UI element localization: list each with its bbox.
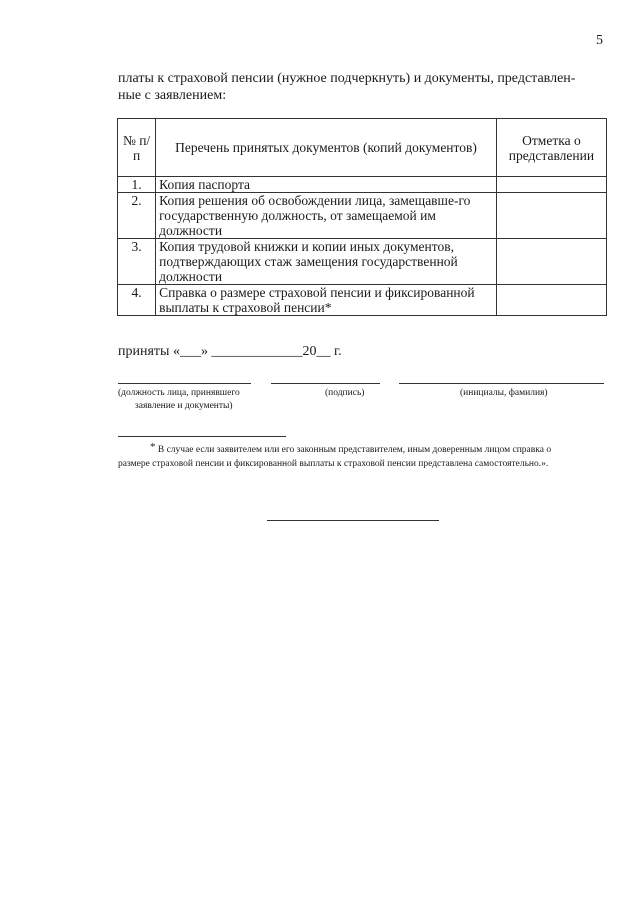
page-number: 5 [596, 33, 603, 48]
table-header-row [118, 119, 607, 177]
intro-paragraph [118, 70, 608, 104]
row-document: Копия паспорта [156, 177, 497, 193]
footnote-marker: * [150, 441, 156, 453]
header-documents: Перечень принятых документов (копий документов) [156, 119, 497, 177]
intro-line-1: платы к страховой пенсии (нужное подчеркнуть) и документы, представлен- [118, 71, 576, 86]
signature-label: (подпись) [325, 388, 365, 398]
row-document: Справка о размере страховой пенсии и фиксированной выплаты к страховой пенсии* [156, 285, 497, 316]
accepted-date-line: приняты «___» _____________20__ г. [118, 344, 342, 359]
row-mark [496, 239, 606, 285]
table-row [118, 193, 607, 239]
table-row [118, 285, 607, 316]
row-document: Копия трудовой книжки и копии иных документов, подтверждающих стаж замещения государственной должности [156, 239, 497, 285]
footnote-separator [118, 436, 286, 437]
position-label-2: заявление и документы) [135, 401, 233, 411]
table-row [118, 239, 607, 285]
name-label: (инициалы, фамилия) [460, 388, 548, 398]
footnote [118, 440, 610, 471]
position-label-1: (должность лица, принявшего [118, 388, 240, 398]
row-number: 3. [118, 239, 156, 285]
row-number: 4. [118, 285, 156, 316]
table-row [118, 177, 607, 193]
closing-rule [267, 520, 439, 521]
intro-line-2: ные с заявлением: [118, 88, 227, 103]
documents-table [117, 118, 607, 316]
row-number: 2. [118, 193, 156, 239]
position-signature-line [118, 383, 251, 384]
row-mark [496, 285, 606, 316]
signature-line [271, 383, 380, 384]
footnote-line-1: В случае если заявителем или его законным представителем, иным доверенным лицом справка о [157, 445, 552, 455]
name-signature-line [399, 383, 604, 384]
footnote-line-2: размере страховой пенсии и фиксированной выплаты к страховой пенсии представлена самостоятельно.». [118, 459, 549, 469]
row-mark [496, 177, 606, 193]
row-document: Копия решения об освобождении лица, замещавше-го государственную должность, от замещаемой им должности [156, 193, 497, 239]
header-number: № п/п [118, 119, 156, 177]
row-number: 1. [118, 177, 156, 193]
header-mark: Отметка о представлении [496, 119, 606, 177]
row-mark [496, 193, 606, 239]
